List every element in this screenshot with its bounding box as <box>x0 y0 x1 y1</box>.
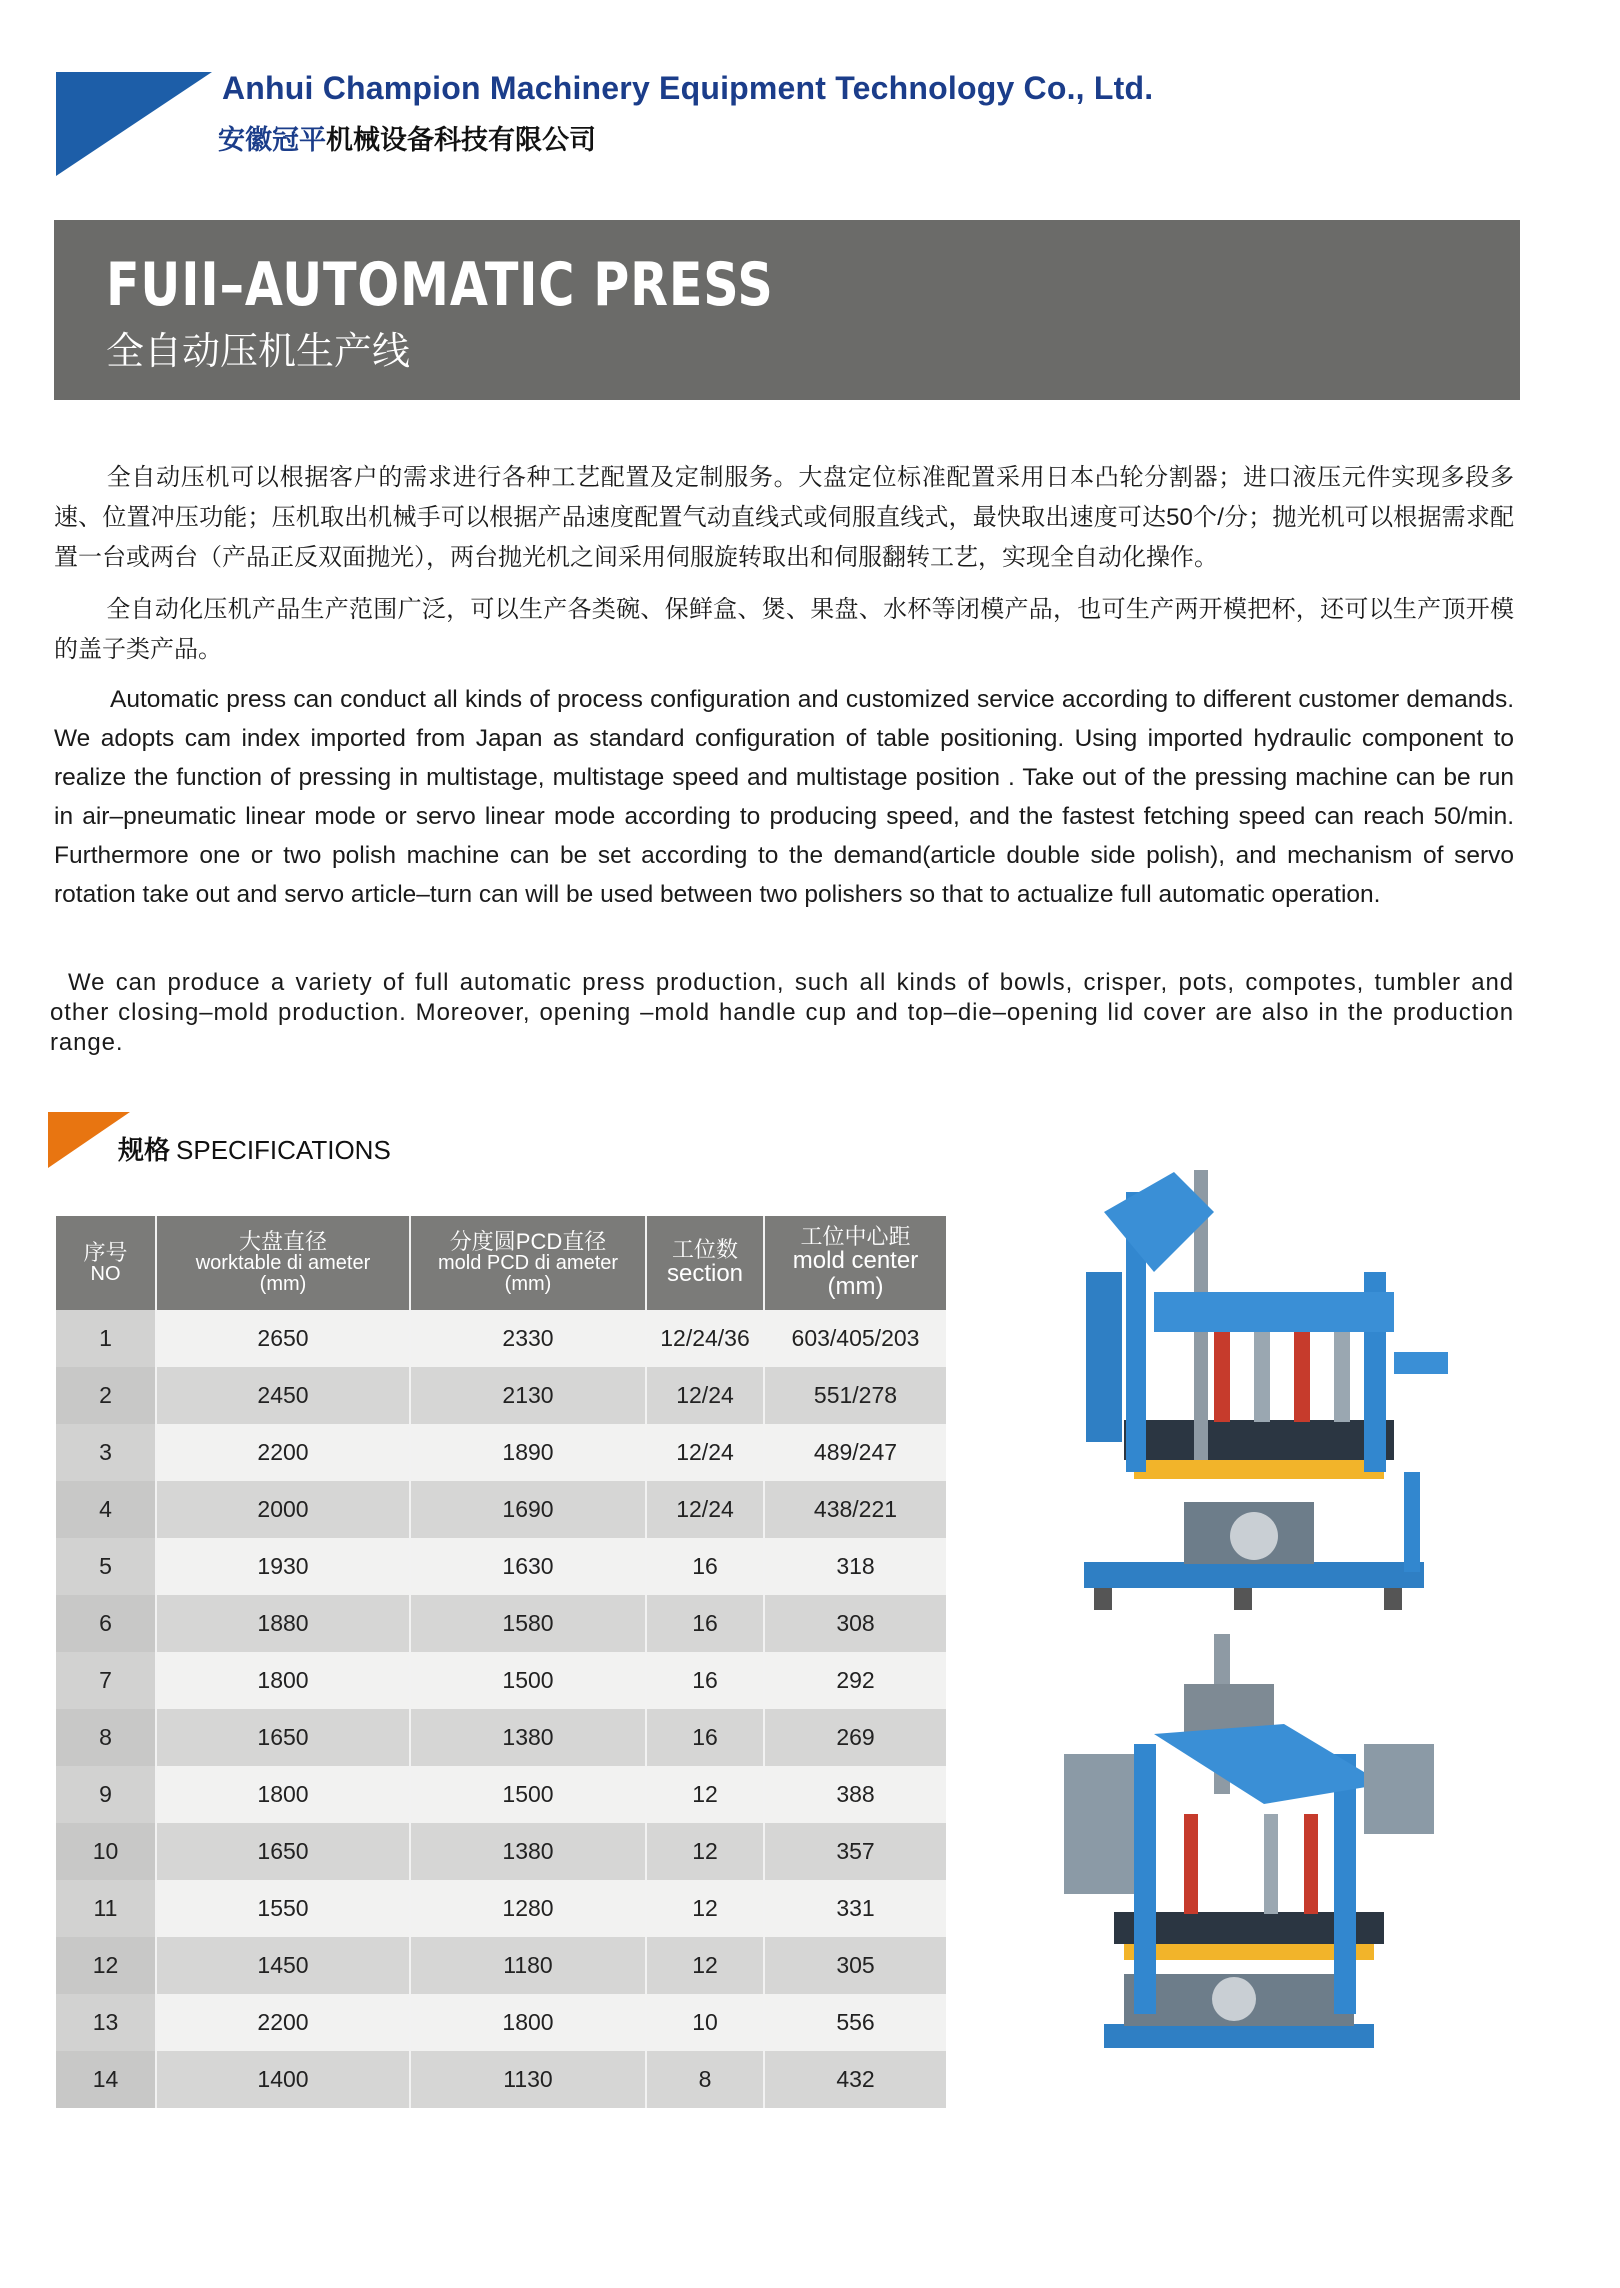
table-row <box>56 1595 946 1652</box>
table-cell: 1800 <box>410 1994 646 2051</box>
table-cell: 1450 <box>156 1937 410 1994</box>
table-cell: 1400 <box>156 2051 410 2108</box>
table-cell: 1380 <box>410 1709 646 1766</box>
table-cell: 1550 <box>156 1880 410 1937</box>
table-cell: 12 <box>646 1880 764 1937</box>
table-cell: 1500 <box>410 1652 646 1709</box>
table-row <box>56 1709 946 1766</box>
title-banner <box>54 220 1520 400</box>
table-cell: 1 <box>56 1310 156 1367</box>
column-header-worktable-diameter <box>156 1216 410 1310</box>
table-row <box>56 1367 946 1424</box>
table-row <box>56 1481 946 1538</box>
table-cell: 4 <box>56 1481 156 1538</box>
table-cell: 1630 <box>410 1538 646 1595</box>
table-cell: 1930 <box>156 1538 410 1595</box>
automatic-press-machine-photo-2 <box>1064 1634 1434 2074</box>
company-name-chinese-rest: 机械设备科技有限公司 <box>326 125 596 155</box>
table-cell: 1280 <box>410 1880 646 1937</box>
table-cell: 305 <box>764 1937 946 1994</box>
column-header-mold-center-en: mold center <box>792 1247 919 1274</box>
intro-paragraph-cn-1 <box>54 458 1514 578</box>
column-header-section <box>646 1216 764 1310</box>
table-row <box>56 1424 946 1481</box>
table-cell: 10 <box>646 1994 764 2051</box>
table-row <box>56 1538 946 1595</box>
page-title: FUII–AUTOMATIC PRESS <box>106 250 774 320</box>
table-cell: 2330 <box>410 1310 646 1367</box>
table-cell: 6 <box>56 1595 156 1652</box>
page-subtitle: 全自动压机生产线 <box>106 331 411 373</box>
table-cell: 1800 <box>156 1766 410 1823</box>
table-cell: 12/24 <box>646 1424 764 1481</box>
table-cell: 1650 <box>156 1709 410 1766</box>
table-cell: 489/247 <box>764 1424 946 1481</box>
table-cell: 12/24/36 <box>646 1310 764 1367</box>
table-cell: 432 <box>764 2051 946 2108</box>
column-header-pcd-cn: 分度圆PCD直径 <box>449 1229 607 1254</box>
table-cell: 1800 <box>156 1652 410 1709</box>
table-cell: 8 <box>646 2051 764 2108</box>
column-header-no-cn: 序号 <box>83 1239 128 1265</box>
specifications-table-body <box>56 1310 946 2108</box>
table-cell: 11 <box>56 1880 156 1937</box>
table-row <box>56 1652 946 1709</box>
table-cell: 1690 <box>410 1481 646 1538</box>
table-cell: 292 <box>764 1652 946 1709</box>
table-cell: 2000 <box>156 1481 410 1538</box>
table-cell: 13 <box>56 1994 156 2051</box>
column-header-mold-center-cn: 工位中心距 <box>800 1224 911 1249</box>
column-header-worktable-unit: (mm) <box>259 1273 307 1295</box>
table-cell: 2 <box>56 1367 156 1424</box>
table-cell: 1380 <box>410 1823 646 1880</box>
column-header-pcd-unit: (mm) <box>504 1273 552 1295</box>
table-cell: 1890 <box>410 1424 646 1481</box>
table-cell: 1580 <box>410 1595 646 1652</box>
table-cell: 12 <box>56 1937 156 1994</box>
column-header-no-en: NO <box>90 1262 121 1285</box>
table-cell: 7 <box>56 1652 156 1709</box>
table-cell: 10 <box>56 1823 156 1880</box>
table-cell: 16 <box>646 1538 764 1595</box>
table-cell: 556 <box>764 1994 946 2051</box>
table-cell: 14 <box>56 2051 156 2108</box>
table-cell: 2200 <box>156 1994 410 2051</box>
table-cell: 1180 <box>410 1937 646 1994</box>
intro-paragraph-cn-1-text: 全自动压机可以根据客户的需求进行各种工艺配置及定制服务。大盘定位标准配置采用日本凸轮分割器；进口液压元件实现多段多速、位置冲压功能；压机取出机械手可以根据产品速度配置气动直线式或伺服直线式，最快取出速度可达50个/分；抛光机可以根据需求配置一台或两台（产品正反双面抛光），两台抛光机之间采用伺服旋转取出和伺服翻转工艺，实现全自动化操作。 <box>54 464 1514 571</box>
company-logo-triangle <box>56 72 212 176</box>
table-cell: 12/24 <box>646 1367 764 1424</box>
table-row <box>56 1937 946 1994</box>
column-header-pcd-en: mold PCD di ameter <box>437 1252 619 1274</box>
table-row <box>56 2051 946 2108</box>
intro-paragraph-cn-2-text: 全自动化压机产品生产范围广泛，可以生产各类碗、保鲜盒、煲、果盘、水杯等闭模产品，也可生产两开模把杯，还可以生产顶开模的盖子类产品。 <box>54 596 1514 663</box>
table-cell: 308 <box>764 1595 946 1652</box>
table-cell: 318 <box>764 1538 946 1595</box>
table-cell: 357 <box>764 1823 946 1880</box>
intro-paragraph-en-1: Automatic press can conduct all kinds of process configuration and customized service according to different customer demands. We adopts cam index imported from Japan as standard configuration of table positioning. Using imported hydraulic component to realize the function of pressing in multistage, multistage speed and multistage position . Take out of the pressing machine can be run in air–pneumatic linear mode or servo linear mode according to producing speed, and the fastest fetching speed can reach 50/min. Furthermore one or two polish machine can be set according to the demand(article double side polish), and mechanism of servo rotation take out and servo article–turn can will be used between two polishers so that to actualize full automatic operation. <box>54 686 1514 908</box>
specifications-title <box>118 1130 391 1167</box>
column-header-no <box>56 1216 156 1310</box>
column-header-mold-center <box>764 1216 946 1310</box>
table-cell: 1650 <box>156 1823 410 1880</box>
table-cell: 12 <box>646 1766 764 1823</box>
column-header-pcd-diameter <box>410 1216 646 1310</box>
table-cell: 2200 <box>156 1424 410 1481</box>
table-cell: 3 <box>56 1424 156 1481</box>
table-row <box>56 1880 946 1937</box>
table-cell: 16 <box>646 1652 764 1709</box>
table-row <box>56 1310 946 1367</box>
automatic-press-machine-photo-1 <box>1064 1152 1464 1624</box>
column-header-worktable-en: worktable di ameter <box>195 1252 371 1274</box>
table-cell: 16 <box>646 1709 764 1766</box>
table-cell: 8 <box>56 1709 156 1766</box>
table-row <box>56 1823 946 1880</box>
table-row <box>56 1994 946 2051</box>
column-header-section-cn: 工位数 <box>671 1237 738 1262</box>
specifications-title-en: SPECIFICATIONS <box>176 1135 391 1165</box>
column-header-worktable-cn: 大盘直径 <box>238 1229 327 1254</box>
table-cell: 2650 <box>156 1310 410 1367</box>
table-cell: 269 <box>764 1709 946 1766</box>
table-cell: 12 <box>646 1823 764 1880</box>
table-cell: 438/221 <box>764 1481 946 1538</box>
intro-paragraph-cn-2 <box>54 590 1514 670</box>
specifications-table <box>56 1216 946 2108</box>
table-cell: 603/405/203 <box>764 1310 946 1367</box>
company-name-chinese-highlight: 安徽冠平 <box>218 125 326 155</box>
column-header-mold-center-unit: (mm) <box>827 1273 884 1300</box>
table-cell: 9 <box>56 1766 156 1823</box>
table-cell: 12 <box>646 1937 764 1994</box>
table-cell: 12/24 <box>646 1481 764 1538</box>
table-cell: 16 <box>646 1595 764 1652</box>
table-cell: 1500 <box>410 1766 646 1823</box>
table-header-row <box>56 1216 946 1310</box>
table-cell: 5 <box>56 1538 156 1595</box>
table-cell: 2450 <box>156 1367 410 1424</box>
table-cell: 2130 <box>410 1367 646 1424</box>
column-header-section-en: section <box>666 1260 744 1287</box>
table-cell: 331 <box>764 1880 946 1937</box>
table-cell: 388 <box>764 1766 946 1823</box>
company-name-chinese <box>218 118 596 157</box>
table-row <box>56 1766 946 1823</box>
specifications-title-cn: 规格 <box>118 1135 171 1165</box>
table-cell: 1880 <box>156 1595 410 1652</box>
table-cell: 1130 <box>410 2051 646 2108</box>
company-name-english: Anhui Champion Machinery Equipment Technology Co., Ltd. <box>222 70 1154 106</box>
table-cell: 551/278 <box>764 1367 946 1424</box>
intro-paragraph-en-2: We can produce a variety of full automatic press production, such all kinds of bowls, crisper, pots, compotes, tumbler and other closing–mold production. Moreover, opening –mold handle cup and top–die–opening lid cover are also in the production range. <box>50 969 1514 1056</box>
